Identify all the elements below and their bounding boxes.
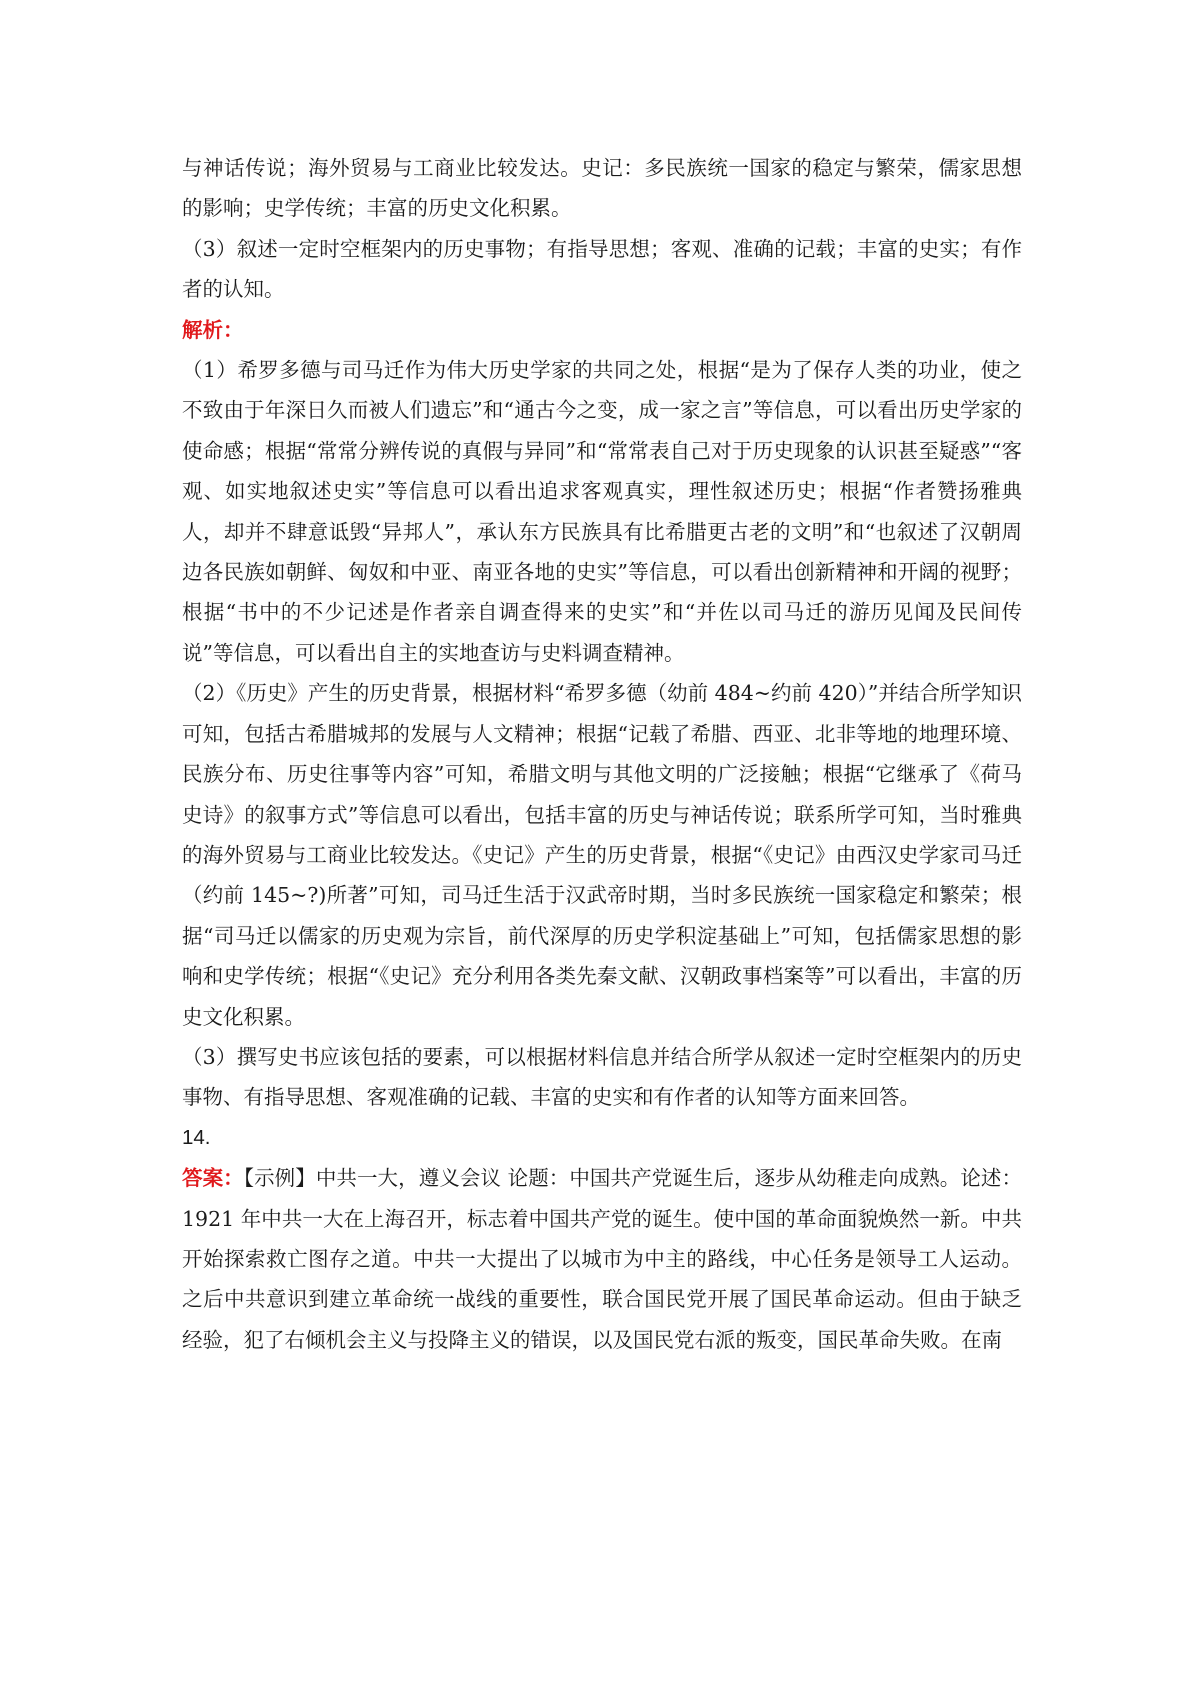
analysis-label: 解析： <box>182 317 244 342</box>
answer-text: 【示例】中共一大，遵义会议 论题：中国共产党诞生后，逐步从幼稚走向成熟。论述：1921 年中共一大在上海召开，标志着中国共产党的诞生。使中国的革命面貌焕然一新。中共开始探索救亡图存之道。中共一大提出了以城市为中主的路线，中心任务是领导工人运动。之后中共意识到建立革命统一战线的重要性，联合国民党开展了国民革命运动。但由于缺乏经验，犯了右倾机会主义与投降主义的错误，以及国民党右派的叛变，国民革命失败。在南 <box>182 1166 1023 1352</box>
paragraph-analysis-1: （1）希罗多德与司马迁作为伟大历史学家的共同之处，根据“是为了保存人类的功业，使之不致由于年深日久而被人们遗忘”和“通古今之变，成一家之言”等信息，可以看出历史学家的使命感；根据“常常分辨传说的真假与异同”和“常常表自己对于历史现象的认识甚至疑惑”“客观、如实地叙述史实”等信息可以看出追求客观真实，理性叙述历史；根据“作者赞扬雅典人，却并不肆意诋毁“异邦人”，承认东方民族具有比希腊更古老的文明”和“也叙述了汉朝周边各民族如朝鲜、匈奴和中亚、南亚各地的史实”等信息，可以看出创新精神和开阔的视野；根据“书中的不少记述是作者亲自调查得来的史实”和“并佐以司马迁的游历见闻及民间传说”等信息，可以看出自主的实地查访与史料调查精神。 <box>182 358 1022 665</box>
analysis-heading <box>182 310 1022 350</box>
question-number: 14. <box>182 1125 211 1149</box>
paragraph-analysis-2: （2）《历史》产生的历史背景，根据材料“希罗多德（幼前 484~约前 420）”并结合所学知识可知，包括古希腊城邦的发展与人文精神；根据“记载了希腊、西亚、北非等地的地理环境、民族分布、历史往事等内容”可知，希腊文明与其他文明的广泛接触；根据“它继承了《荷马史诗》的叙事方式”等信息可以看出，包括丰富的历史与神话传说；联系所学可知，当时雅典的海外贸易与工商业比较发达。《史记》产生的历史背景，根据“《史记》由西汉史学家司马迁（约前 145~?)所著”可知，司马迁生活于汉武帝时期，当时多民族统一国家稳定和繁荣；根据“司马迁以儒家的历史观为宗旨，前代深厚的历史学积淀基础上”可知，包括儒家思想的影响和史学传统；根据“《史记》充分利用各类先秦文献、汉朝政事档案等”可以看出，丰富的历史文化积累。 <box>182 681 1022 1029</box>
paragraph-analysis-3: （3）撰写史书应该包括的要素，可以根据材料信息并结合所学从叙述一定时空框架内的历史事物、有指导思想、客观准确的记载、丰富的史实和有作者的认知等方面来回答。 <box>182 1044 1022 1110</box>
paragraph-history-background-continued: 与神话传说；海外贸易与工商业比较发达。史记：多民族统一国家的稳定与繁荣，儒家思想的影响；史学传统；丰富的历史文化积累。 <box>182 156 1022 221</box>
paragraph-answer-14 <box>182 1158 1022 1360</box>
paragraph-answer-3: （3）叙述一定时空框架内的历史事物；有指导思想；客观、准确的记载；丰富的史实；有作者的认知。 <box>182 236 1022 302</box>
answer-label: 答案： <box>182 1166 244 1191</box>
document-body <box>182 148 1022 1360</box>
